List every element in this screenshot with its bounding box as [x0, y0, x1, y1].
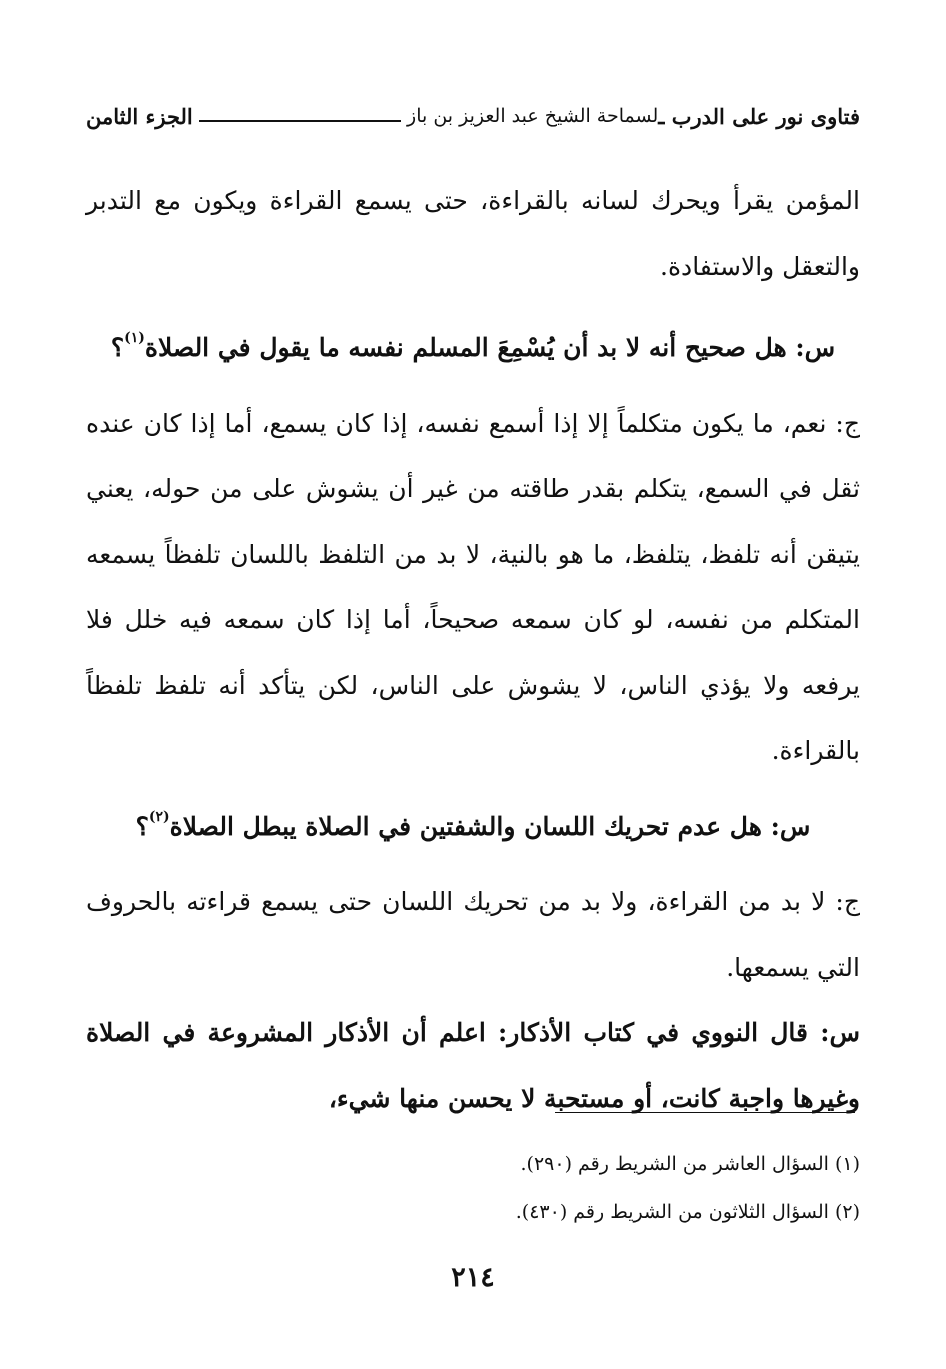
main-text: [86, 168, 860, 1131]
footnote-ref-1: (١): [124, 330, 145, 346]
question-1: [86, 315, 860, 381]
footnote-ref-2: (٢): [148, 808, 170, 825]
footnote-separator: [555, 1112, 855, 1113]
question-2-text: س: هل عدم تحريك اللسان والشفتين في الصلاة يبطل الصلاة: [169, 811, 811, 841]
footnote-1: (١) السؤال العاشر من الشريط رقم (٢٩٠).: [520, 1153, 860, 1175]
running-header: [86, 96, 860, 136]
book-title: فتاوى نور على الدرب ـ: [658, 103, 860, 129]
page-number: ٢١٤: [451, 1262, 495, 1293]
answer-2: ج: لا بد من القراءة، ولا بد من تحريك اللسان حتى يسمع قراءته بالحروف التي يسمعها.: [86, 887, 860, 982]
book-author: لسماحة الشيخ عبد العزيز بن باز: [407, 105, 659, 127]
question-1-text: س: هل صحيح أنه لا بد أن يُسْمِعَ المسلم نفسه ما يقول في الصلاة: [144, 333, 836, 362]
volume-label: الجزء الثامن: [86, 103, 193, 129]
question-2: [86, 794, 860, 860]
answer-1: ج: نعم، ما يكون متكلماً إلا إذا أسمع نفسه، إذا كان يسمع، أما إذا كان عنده ثقل في السمع، يتكلم بقدر طاقته من غير أن يشوش على من حوله، يعني يتيقن أنه تلفظ، يتلفظ، ما هو بالنية، لا بد من التلفظ باللسان تلفظاً يسمعه المتكلم من نفسه، لو كان سمعه صحيحاً، أما إذا كان سمعه فيه خلل فلا يرفعه ولا يؤذي الناس، لا يشوش على الناس، لكن يتأكد أنه تلفظ تلفظاً بالقراءة.: [86, 408, 860, 765]
paragraph-continuation: المؤمن يقرأ ويحرك لسانه بالقراءة، حتى يسمع القراءة ويكون مع التدبر والتعقل والاستفادة.: [86, 186, 860, 281]
question-1-mark: ؟: [110, 333, 125, 362]
question-3: س: قال النووي في كتاب الأذكار: اعلم أن الأذكار المشروعة في الصلاة وغيرها واجبة كانت، أو مستحبة لا يحسن منها شيء،: [86, 1018, 860, 1113]
footnotes: [86, 1140, 860, 1236]
header-rule: [199, 120, 401, 122]
question-2-mark: ؟: [135, 811, 149, 841]
footnote-2: (٢) السؤال الثلاثون من الشريط رقم (٤٣٠).: [515, 1201, 860, 1223]
